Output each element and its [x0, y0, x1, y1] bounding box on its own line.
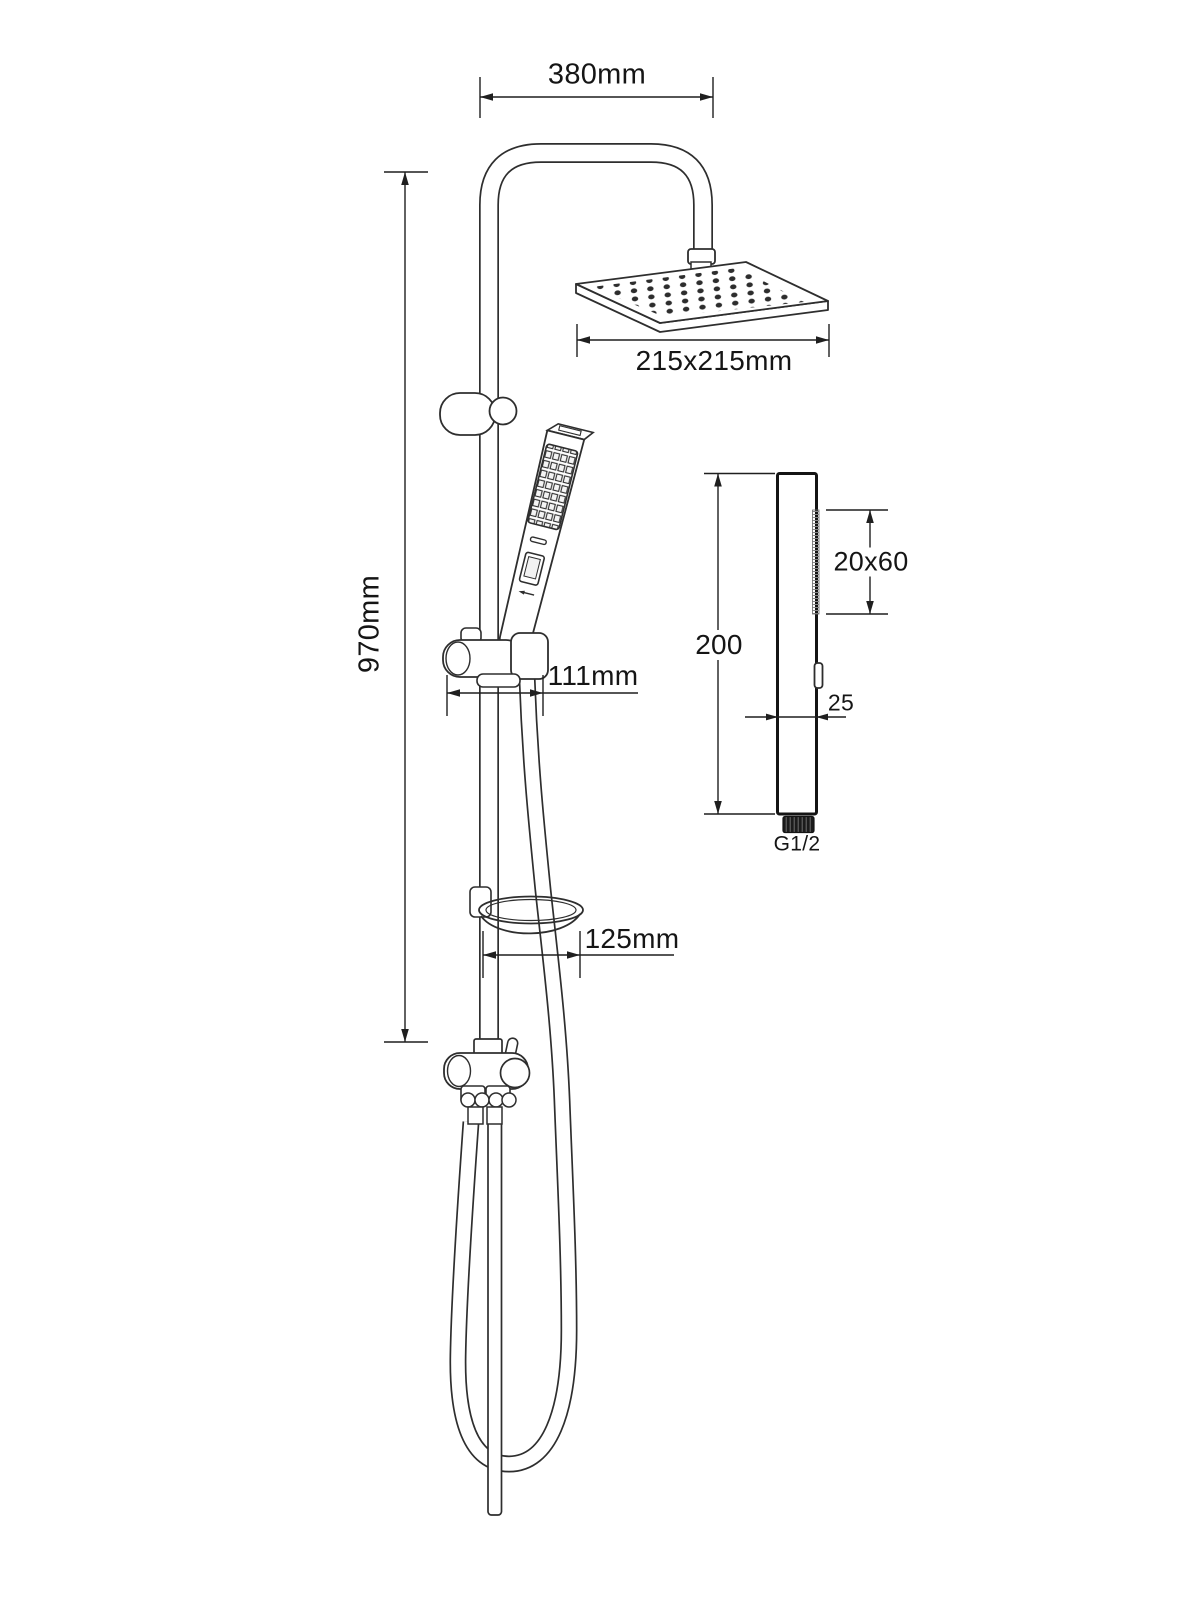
diverter-valve: [444, 1037, 530, 1124]
side-view-button: [815, 663, 823, 688]
overhead-shower-head: [576, 249, 828, 332]
hand-shower-cup: [511, 633, 548, 679]
dim-label-dish-width: 125mm: [584, 923, 680, 954]
side-view-spray-strip: [813, 510, 820, 614]
dim-label-handle-depth: 25: [827, 689, 855, 716]
thread-connector: [783, 817, 814, 833]
hose-drop-tube: [488, 1112, 502, 1515]
dim-label-handle-length: 200: [692, 630, 746, 660]
dim-label-thread-size: G1/2: [773, 832, 821, 856]
hand-shower-side-view: [778, 474, 823, 833]
wall-bracket: [440, 393, 517, 435]
dim-label-holder-width: 111mm: [547, 660, 639, 691]
dim-label-spray-face: 20x60: [830, 548, 911, 577]
hand-shower: [495, 422, 594, 653]
dim-label-rail-height: 970mm: [353, 574, 386, 674]
dim-label-arm-width: 380mm: [547, 58, 647, 91]
dim-label-head-size: 215x215mm: [635, 345, 793, 376]
